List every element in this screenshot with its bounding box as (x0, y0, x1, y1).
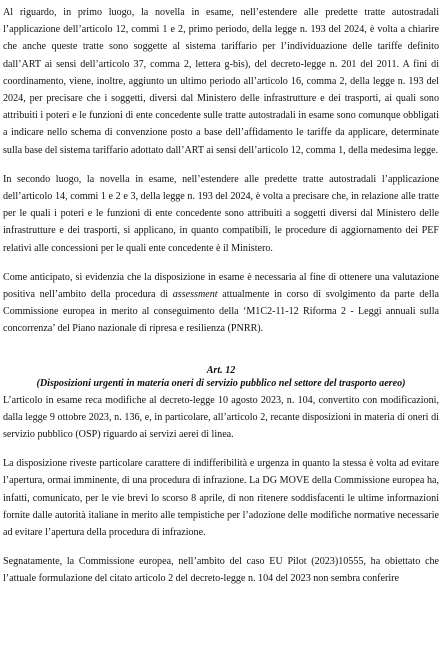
article-number: Art. 12 (206, 364, 236, 376)
paragraph-3 (3, 269, 439, 338)
paragraph-3-text-end: attualmente in corso di svolgimento da parte della Commissione europea in merito al conseguimento della ‘M1C2-11-12 Riforma 2 - Leggi annuali sulla concorrenza’ del Piano nazionale di ripresa e resilienza (PNRR). (3, 289, 439, 335)
paragraph-2: In secondo luogo, la novella in esame, nell’estendere alle predette tratte autostradali l’applicazione dell’articolo 14, commi 1 e 2 e 3, della legge n. 193 del 2024, è volta a precisare che, in relazione alle tratte per le quali i poteri e le funzioni di ente concedente sono attribuiti a soggetti diversi dal Ministero delle infrastrutture e dei trasporti, si applicano, in quanto compatibili, le procedure di aggiornamento dei PEF relativi alle concessioni per le quali ente concedente è il Ministero. (3, 173, 439, 254)
paragraph-3-text-start: Come anticipato, si evidenzia che la disposizione in esame è necessaria al fine di ottenere una valutazione positiva nell’ambito della procedura di (3, 271, 439, 301)
paragraph-5: La disposizione riveste particolare carattere di indifferibilità e urgenza in quanto la stessa è volta ad evitare l’apertura, ormai imminente, di una procedura di infrazione. La DG MOVE della Commissione europea ha, infatti, comunicato, per le vie brevi lo scorso 8 aprile, di non ritenere soddisfacenti le ultime informazioni fornite dalle autorità italiane in merito alle tempistiche per l’adozione delle modifiche normative necessarie ad evitare l’apertura della procedura di infrazione. (3, 458, 439, 539)
article-heading (3, 364, 439, 390)
paragraph-4: L’articolo in esame reca modifiche al decreto-legge 10 agosto 2023, n. 104, convertito con modificazioni, dalla legge 9 ottobre 2023, n. 136, e, in particolare, all’articolo 2, recante disposizioni in materia di oneri di servizio pubblico (OSP) riguardo ai servizi aerei di linea. (3, 394, 439, 441)
paragraph-1: Al riguardo, in primo luogo, la novella in esame, nell’estendere alle predette tratte autostradali l’applicazione dell’articolo 12, commi 1 e 2, primo periodo, della legge n. 193 del 2024, è volta a chiarire che anche queste tratte sono soggette al sistema tariffario per l’individuazione delle tariffe definito dall’ART ai sensi dell’articolo 37, comma 2, lettera g-bis), del decreto-legge n. 201 del 2011. A fini di coordinamento, viene, inoltre, aggiunto un ultimo periodo all’articolo 16, comma 2, della legge n. 193 del 2024, per precisare che i soggetti, diversi dal Ministero delle infrastrutture e dei trasporti, ai quali sono attribuiti i poteri e le funzioni di ente concedente sulle tratte autostradali in esame sono comunque obbligati a indicare nello schema di convenzione posto a base dell’affidamento le tariffe da applicare, determinate sulla base del sistema tariffario adottato dall’ART ai sensi dell’articolo 12, comma 1, della medesima legge. (3, 7, 439, 156)
article-title: (Disposizioni urgenti in materia oneri di servizio pubblico nel settore del trasporto aereo) (36, 377, 406, 389)
paragraph-6: Segnatamente, la Commissione europea, nell’ambito del caso EU Pilot (2023)10555, ha obiettato che l’attuale formulazione del citato articolo 2 del decreto-legge n. 104 del 2023 non sembra conferire (3, 556, 439, 585)
paragraph-3-italic-term: assessment (172, 289, 218, 301)
